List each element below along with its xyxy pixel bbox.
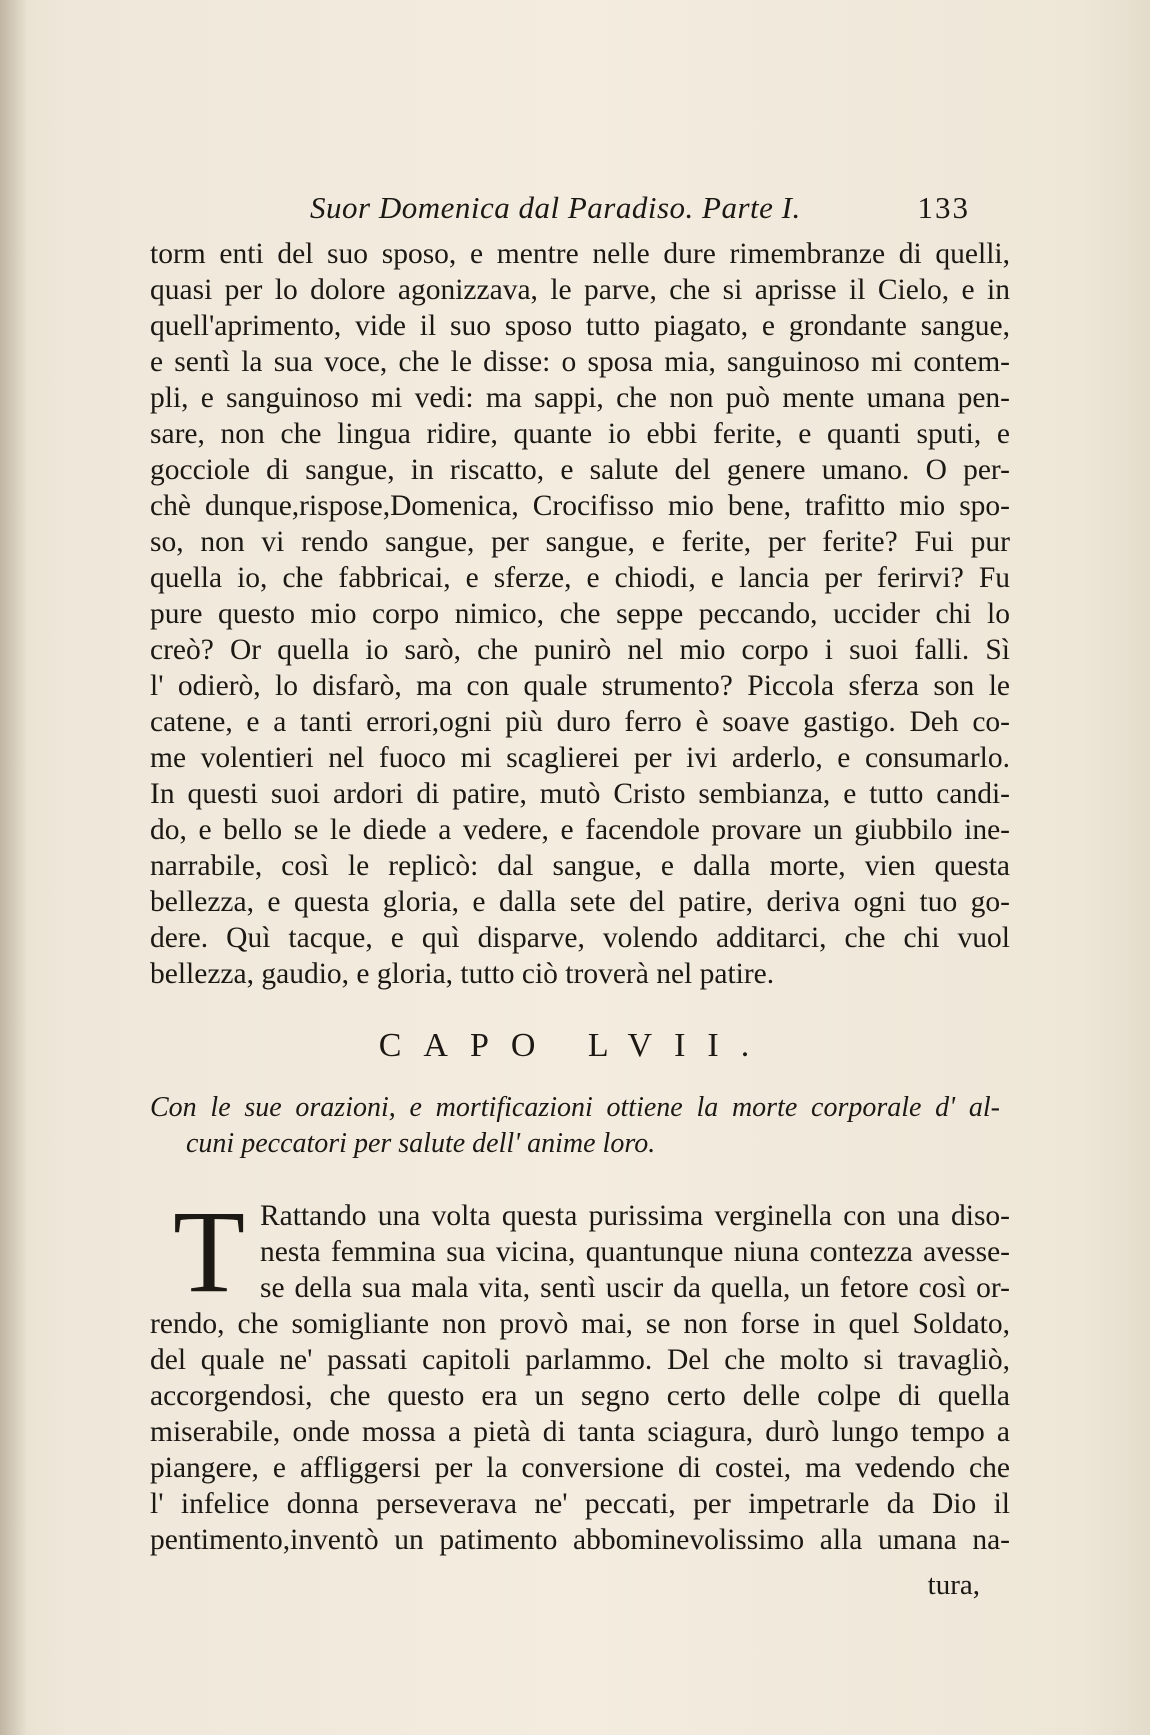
text-line: gocciole di sangue, in riscatto, e salute del genere umano. O per- (150, 454, 1010, 486)
text-line: quella io, che fabbricai, e sferze, e chiodi, e lancia per ferirvi? Fu (150, 562, 1010, 594)
text-line: pli, e sanguinoso mi vedi: ma sappi, che non può mente umana pen- (150, 382, 1010, 414)
text-line: miserabile, onde mossa a pietà di tanta sciagura, durò lungo tempo a (150, 1416, 1010, 1448)
text-line: sare, non che lingua ridire, quante io ebbi ferite, e quanti sputi, e (150, 418, 1010, 450)
text-line: l' infelice donna perseverava ne' peccati, per impetrarle da Dio il (150, 1488, 1010, 1520)
text-line: do, e bello se le diede a vedere, e facendole provare un giubbilo ine- (150, 814, 1010, 846)
text-line: me volentieri nel fuoco mi scaglierei per ivi arderlo, e consumarlo. (150, 742, 1010, 774)
page-number: 133 (917, 190, 970, 225)
text-line: bellezza, e questa gloria, e dalla sete del patire, deriva ogni tuo go- (150, 886, 1010, 918)
text-line: quell'aprimento, vide il suo sposo tutto piagato, e grondante sangue, (150, 310, 1010, 342)
text-line: se della sua mala vita, sentì uscir da quella, un fetore così or- (260, 1272, 1010, 1304)
text-line: pentimento,inventò un patimento abbominevolissimo alla umana na- (150, 1524, 1010, 1556)
text-line: torm enti del suo sposo, e mentre nelle dure rimembranze di quelli, (150, 238, 1010, 270)
continued-paragraph (150, 236, 1010, 992)
chapter-heading: CAPO LVII. (378, 1027, 772, 1064)
text-line: rendo, che somigliante non provò mai, se non forse in quel Soldato, (150, 1308, 1010, 1340)
text-line: catene, e a tanti errori,ogni più duro ferro è soave gastigo. Deh co- (150, 706, 1010, 738)
text-line-last: bellezza, gaudio, e gloria, tutto ciò troverà nel patire. (150, 958, 775, 990)
text-line: so, non vi rendo sangue, per sangue, e ferite, per ferite? Fui pur (150, 526, 1010, 558)
text-line: dere. Quì tacque, e quì disparve, volendo additarci, che chi vuol (150, 922, 1010, 954)
text-line: pure questo mio corpo nimico, che seppe peccando, uccider chi lo (150, 598, 1010, 630)
text-line: In questi suoi ardori di patire, mutò Cristo sembianza, e tutto candi- (150, 778, 1010, 810)
drop-cap-initial: T (172, 1186, 246, 1317)
gutter-shadow (0, 0, 28, 1735)
text-line: l' odierò, lo disfarò, ma con quale strumento? Piccola sferza son le (150, 670, 1010, 702)
running-title: Suor Domenica dal Paradiso. Parte I. (310, 190, 801, 225)
catchword: tura, (927, 1569, 980, 1601)
chapter-paragraph (150, 1186, 1010, 1558)
text-line: accorgendosi, che questo era un segno certo delle colpe di quella (150, 1380, 1010, 1412)
summary-line: cuni peccatori per salute dell' anime loro. (186, 1128, 656, 1159)
text-line: e sentì la sua voce, che le disse: o sposa mia, sanguinoso mi contem- (150, 346, 1010, 378)
text-line: creò? Or quella io sarò, che punirò nel mio corpo i suoi falli. Sì (150, 634, 1010, 666)
summary-line: Con le sue orazioni, e mortificazioni ottiene la morte corporale d' al- (150, 1092, 1000, 1123)
text-line: chè dunque,rispose,Domenica, Crocifisso mio bene, trafitto mio spo- (150, 490, 1010, 522)
text-line: piangere, e affliggersi per la conversione di costei, ma vedendo che (150, 1452, 1010, 1484)
text-line: Rattando una volta questa purissima verginella con una diso- (260, 1200, 1010, 1232)
text-line: quasi per lo dolore agonizzava, le parve, che si aprisse il Cielo, e in (150, 274, 1010, 306)
text-line: narrabile, così le replicò: dal sangue, e dalla morte, vien questa (150, 850, 1010, 882)
text-line: del quale ne' passati capitoli parlammo. Del che molto si travagliò, (150, 1344, 1010, 1376)
text-line: nesta femmina sua vicina, quantunque niuna contezza avesse- (260, 1236, 1010, 1268)
chapter-summary (150, 1090, 1000, 1162)
running-head (310, 190, 970, 230)
